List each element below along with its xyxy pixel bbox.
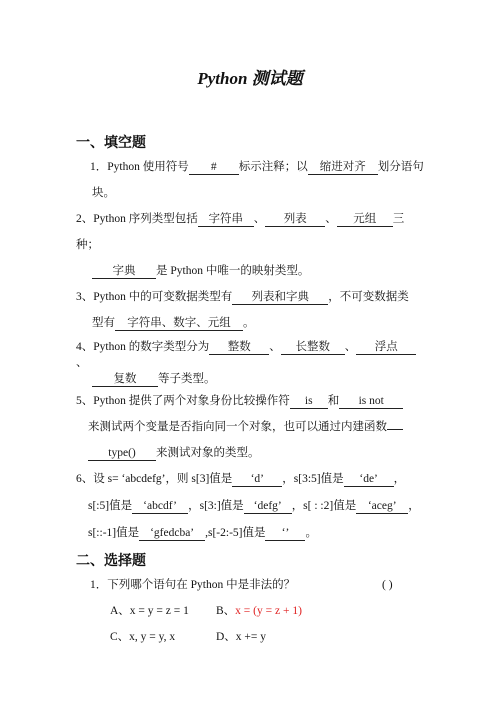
mc-question-1: 1．下列哪个语句在 Python 中是非法的？ <box>90 579 296 591</box>
answer-paren: ( ) <box>382 579 393 591</box>
question-5-line-1: 5、Python 提供了两个对象身份比较操作符 is 和 is not <box>76 394 403 409</box>
answer-blank: 元组 <box>337 213 393 227</box>
question-1-line-2: 块。 <box>92 187 115 199</box>
question-2-line-3: 字典 是 Python 中唯一的映射类型。 <box>92 264 309 279</box>
answer-blank: 浮点 <box>356 341 416 355</box>
answer-blank: ‘defg’ <box>244 500 292 514</box>
answer-blank: 字符串 <box>198 213 254 227</box>
answer-blank: 整数 <box>209 341 269 355</box>
answer-blank <box>387 429 403 430</box>
question-6-line-3: s[::-1]值是 ‘gfedcba’ ,s[-2:-5]值是 ‘’ 。 <box>88 527 317 539</box>
question-2-line-1: 2、Python 序列类型包括 字符串 、 列表 、 元组 三 <box>76 213 405 225</box>
answer-blank: ‘de’ <box>344 473 394 487</box>
answer-blank: 列表 <box>265 213 325 227</box>
answer-blank: 字符串、数字、元组 <box>115 317 243 331</box>
answer-blank: 长整数 <box>281 341 345 355</box>
answer-blank: 字典 <box>92 265 156 279</box>
question-4-line-2: 、 <box>76 357 88 369</box>
question-1-line-1: 1．Python 使用符号 # 标示注释；以 缩进对齐 划分语句 <box>90 161 424 173</box>
question-6-line-2: s[:5]值是 ‘abcdf’ ，s[3:]值是 ‘defg’ ，s[ : :2]值是 ‘aceg’ ， <box>88 500 420 512</box>
answer-blank: ‘’ <box>265 527 305 541</box>
question-2-line-2: 种； <box>76 239 99 251</box>
question-5-line-3: type() 来测试对象的类型。 <box>88 446 260 461</box>
question-3-line-1: 3、Python 中的可变数据类型有 列表和字典 ，不可变数据类 <box>76 291 409 303</box>
answer-blank: ‘d’ <box>232 473 282 487</box>
option-b-answer: x = (y = z + 1) <box>235 605 302 617</box>
option-d: D、x += y <box>216 631 267 643</box>
answer-blank: 复数 <box>92 373 158 387</box>
answer-blank: is not <box>339 395 403 409</box>
section-heading-multiple-choice: 二、选择题 <box>76 553 146 569</box>
answer-blank: 列表和字典 <box>232 291 328 305</box>
answer-blank: type() <box>88 447 156 461</box>
page-title: Python 测试题 <box>197 69 303 88</box>
question-3-line-2: 型有 字符串、数字、元组 。 <box>92 317 255 329</box>
answer-blank: ‘gfedcba’ <box>139 527 205 541</box>
answer-blank: # <box>189 161 239 175</box>
option-c: C、x, y = y, x <box>110 631 176 643</box>
answer-blank: is <box>290 395 328 409</box>
section-heading-fill-in: 一、填空题 <box>76 135 146 151</box>
question-5-line-2: 来测试两个变量是否指向同一个对象，也可以通过内建函数 <box>88 420 403 434</box>
option-b: B、x = (y = z + 1) <box>216 605 302 617</box>
answer-blank: ‘aceg’ <box>356 500 408 514</box>
answer-blank: 缩进对齐 <box>308 161 378 175</box>
question-6-line-1: 6、设 s= ‘abcdefg’，则 s[3]值是 ‘d’ ，s[3:5]值是 ‘de’ ， <box>76 473 406 485</box>
question-4-line-3: 复数 等子类型。 <box>92 372 216 387</box>
question-4-line-1: 4、Python 的数字类型分为 整数 、 长整数 、 浮点 <box>76 340 416 355</box>
option-a: A、x = y = z = 1 <box>110 605 189 617</box>
answer-blank: ‘abcdf’ <box>132 500 188 514</box>
